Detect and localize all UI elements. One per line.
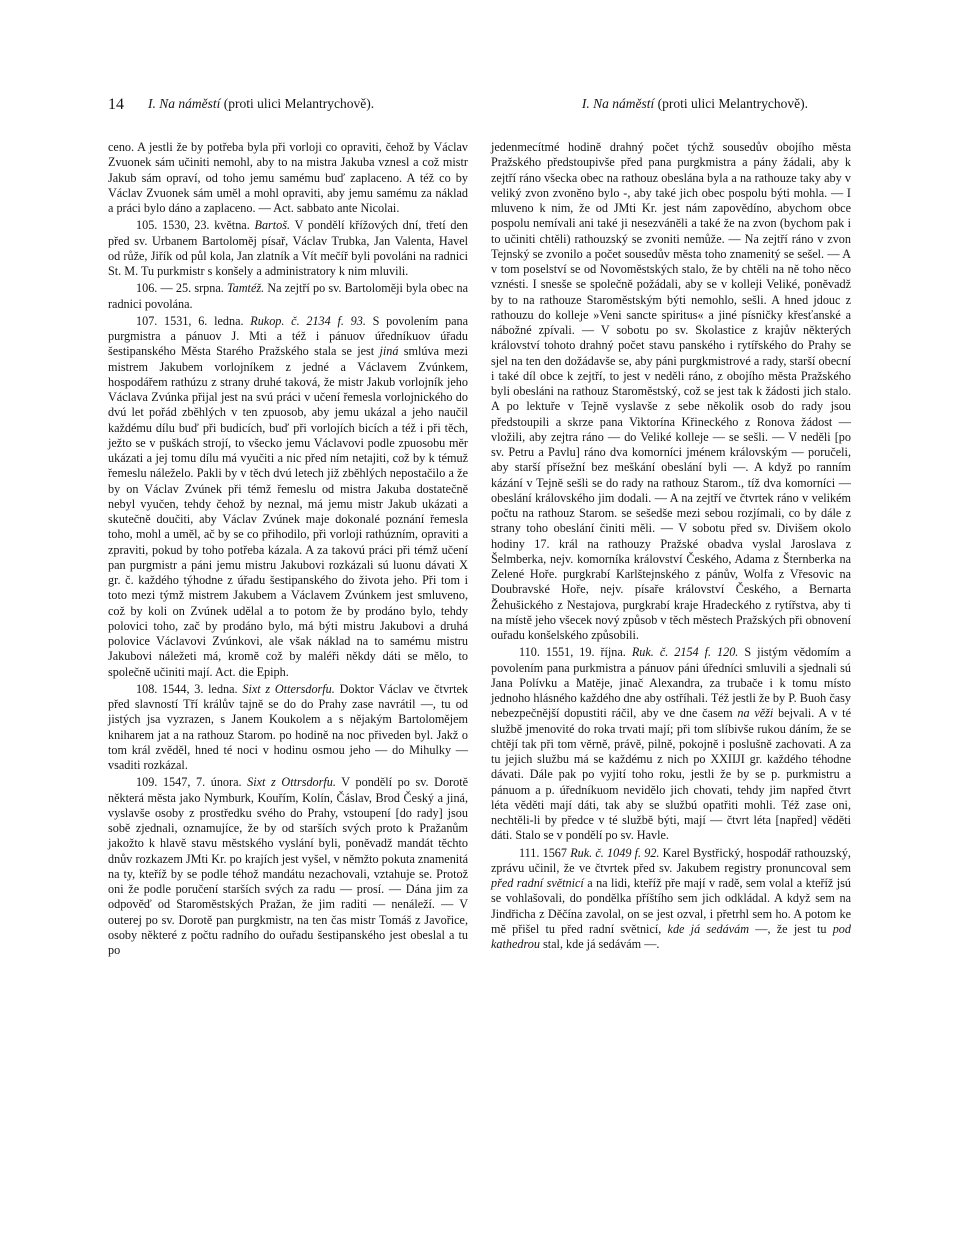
running-title-left-italic: I. Na náměstí — [148, 96, 221, 111]
running-title-right-rest: (proti ulici Melantrychově). — [654, 96, 808, 111]
entry-111-text-d: stal, kde já sedávám —. — [539, 937, 660, 951]
left-column — [108, 140, 468, 958]
running-title-right — [582, 96, 808, 112]
right-column — [491, 140, 851, 952]
page-header — [0, 96, 960, 118]
entry-106-source: Tamtéž. — [227, 281, 265, 296]
entry-111-text-c: —, že jest tu — [749, 921, 833, 936]
entry-110-emphasis: na věži — [737, 706, 774, 721]
entry-109-source: Sixt z Ottrsdorfu. — [247, 775, 336, 790]
entry-111-emphasis-b: kde já sedávám — [667, 921, 750, 936]
entry-108-text: Doktor Václav ve čtvrtek před slavností Tří králův tajně se do do Prahy zase navrátil —, tu od jistých jsa vyzrazen, s Janem Koukolem a s nějakým Bartolomějem kniharem jat a na rathouz Starom. po hodině na noc přiveden byl. Jakž o tom král zvěděl, hned té noci v hodinu osmou jeho — do Mihulky — vsaditi rozkázal. — [108, 681, 468, 772]
entry-109-continuation: jedenmecítmé hodině drahný počet týchž sousedův obojího města Pražského předstoupivše před pana purgkmistra a pány žádali, aby k zejtří ráno všecka obec na rathouz obeslána byla a na rathouze taky aby v veliký zvon zvoněno bylo -, aby také jich obec pospolu býti mohla. — I mluveno k nim, že od JMti Kr. jest nám zapovědíno, abychom obce pospolu nemívali ani také ji nesezváněli a také že na zvon (bychom pak i to učiniti chtěli) rathouzský se zvoniti nemůže. — Na zejtří ráno v zvon Tejnský se zvonilo a počet sousedův města toho znamenitý se sešel. — A v tom poselství se od Novoměstských stalo, že by chtěli na ně toho něco vznésti. I snesše se společně požádali, aby se v kolleji Veliké, poněvadž by to na rathouze Staroměstským býti nemohlo, sešli. A hned jdouc z rathouzu do kolleje »Veni sancte spiritus« a jiné písničky křesťanské a nábožné zpívali. — V sobotu po sv. Skolastice z krajův některých království tohoto drahný počet stavu panského i rytířského do Prahy se sjel na ten den dožádavše se, aby páni purgkmistrové a rady, starší obecní i také díl obce k zejtří, to jest v neděli ráno, z obojího města Pražského byli obesláni na rathouz Staroměstský, což se jest tak k žádosti jich stalo. A po lektuře v Tejně vyslavše z sebe několik osob do rady jsou předstoupili a skrze pana Viktorína Křineckého z Ronova žádost — vložili, aby zejtra ráno — do Veliké kolleje — se sešli. — V neděli [po sv. Petru a Pavlu] ráno dva komorníci jménem královským — poručeli, aby starší přísežní bez meškání obeslání byli —. A když po ranním kázání v Tejně sešli se do rady na rathouz Starom., tíž dva komorníci — obeslání královského jim dodali. — A na zejtří ve čtvrtek ráno v velikém počtu na rathouz Starom. se sešedše mezi sebou rozjímali, co by dále z strany toho obeslání činiti měli. — V sobotu před sv. Divišem okolo hodiny 17. král na rathouzy Pražské obadva vyslal Jaroslava z Šelmberka, nejv. komorníka království Českého, Adama z Šternberka na Zelené Hoře. purgkrabí Karlštejnského z pánův, Wolfa z Vřesovic na Doubravské Hoře, nejv. písaře království Českého, a Bernarta Žehušického z Nestajova, purgkrabí kraje Hradeckého z rytířstva, aby ti na místě jeho všecek nový způsob v těch městech Pražských při obnovení ouřadu konšelského způsobili. — [491, 140, 851, 642]
entry-108 — [108, 682, 468, 774]
entry-107-text-b: smlúva mezi mistrem Jakubem vorlojníkem z jedné a Václavem Zvúnkem, hospodářem rathúzu z strany druhé taková, že mistr Jakub vorlojník jeho Václava Zvúnka přijal jest na svú práci v učení řemesla vorlojnického do dvú let pořád zběhlých v ten zpuosob, aby jemu ukázal a jeho naučil každému dílu buď při budicích, buď při vorlojích bicích a též i při těch, ježto se v puškách strojí, to všecko jemu Václavovi podle zpuosobu měr ukázati a jej tomu dílu má vyučiti a nic před ním netajiti, což by k témuž řemeslu náleželo. Pakli by v těch dvú letech již zběhlých nepostačilo a že by on Václav Zvúnek při témž řemeslu od mistra Jakuba dostatečně nebyl vyučen, tehdy čehož by neznal, má jemu mistr Jakub ukázati a skutečně doučiti, aby Václav Zvúnek maje dokonalé poznání řemesla toho, mohl a uměl, ač by se co přihodilo, při vorloji rathúzním, opraviti a zpraviti, pokud by toho potřeba kázala. A za takovú práci při témž učení pan purgmistr a páni jemu mistru Jakubovi rozkázali sú luonu dávati X gr. č. každého týhodne z úřadu šestipanského do života jeho. Při tom i toto mezi týmž mistrem Jakubem a Václavem Zvúnkem jest smluveno, což by koli on Zvúnek udělal a to potom že by prodáno bylo, tehdy polovici toho, zač by prodáno bylo, má býti mistru Jakubovi a druhá polovice Václavovi Zvúnkovi, ale však náklad na to samému mistru Jakubovi náležeti má, kromě což by maléři někdy dáti se mělo, to společně učiniti mají. Act. die Epiph. — [108, 344, 468, 679]
entry-105-heading: 105. 1530, 23. května. — [136, 218, 250, 233]
entry-107-emphasis: jiná — [379, 344, 399, 359]
entry-111 — [491, 846, 851, 953]
entry-110-text-a: S jistým vědomím a povolením pana purkmistra a pánuov páni úředníci smluvili a sjednali sú Jana Polívku a Matěje, jinač Alexandra, za trubače i k tomu místo jednoho hlásného každého dne aby ostříhali. Též jestli že by P. Buoh časy nebezpečnější dopustiti ráčil, aby ve dne časem — [491, 645, 851, 721]
entry-111-emphasis-a: před radní světnicí — [491, 876, 584, 890]
continued-paragraph: ceno. A jestli že by potřeba byla při vorloji co opraviti, čehož by Václav Zvuonek sám učiniti nemohl, aby to na mistra Jakuba vznesl a což mistr Jakub sám opraví, od toho jemu samému buď zaplaceno. A též co by Václav Zvuonek sám uměl a mohl opraviti, aby jemu samému za náklad a práci bylo dáno a zaplaceno. — Act. sabbato ante Nicolai. — [108, 140, 468, 215]
entry-110 — [491, 645, 851, 843]
entry-107-source: Rukop. č. 2134 f. 93. — [250, 313, 366, 328]
entry-110-source: Ruk. č. 2154 f. 120. — [631, 645, 739, 660]
entry-111-heading: 111. 1567 — [519, 845, 567, 860]
entry-107-heading: 107. 1531, 6. ledna. — [136, 313, 244, 328]
entry-109-text: V pondělí po sv. Dorotě některá města jako Nymburk, Kouřím, Kolín, Čáslav, Brod Český a jiná, vyslavše osoby z prostředku svého do Prahy, vstoupení [do rady] jsou sobě zjednali, oznamujíce, že by od starších svých proto k Pražanům jakožto k hlavě stavu městského vyslání byli, poněvadž mandát těchto dnův rozkazem JMti Kr. po krajích jest vyšel, v němžto pokuta znamenitá na ty, kteříž by se podle téhož mandátu nezachovali, vztahuje se. Protož oni že podle poručení starších svých za radu — prosí. — Dána jim za odpověď od Staroměstských Pražan, že jim raditi — nenáleží. — V outerej po sv. Dorotě pan purgkmistr, na ten čas mistr Tomáš z Javořice, osoby některé z počtu radního do ouřadu šestipanského jest obeslal a tu po — [108, 775, 469, 957]
running-title-left — [148, 96, 374, 112]
entry-107 — [108, 314, 468, 680]
page-number: 14 — [108, 96, 124, 113]
entry-111-emphasis-c: pod kathedrou — [491, 921, 851, 951]
entry-105-source: Bartoš. — [254, 218, 291, 233]
entry-110-heading: 110. 1551, 19. října. — [519, 645, 626, 660]
entry-105-text: V pondělí křížových dní, třetí den před sv. Urbanem Bartoloměj písař, Václav Trubka, Jan Valenta, Havel od růže, Jiřík od půl kola, Jan zlatník a Vít mečíř byli povoláni na radnici St. M. Tu purkmistr s konšely a administratory k nim mluvili. — [108, 218, 468, 278]
entry-106 — [108, 281, 468, 312]
entry-105 — [108, 218, 468, 279]
entry-110-text-b: bejvali. A v té službě jmenovité do roka trvati mají; při tom slíbivše rukou dáním, že se chtějí tak při tom věrně, právě, pilně, pokojně i poslušně zachovati. A za tu jejich službu má se každému z nich po XXIIJI gr. každého téhodne dávati. Dále pak po vyjití toho roku, jestli že by se p. purkmistru a pánuom a p. úředníkuom nevidělo jich chovati, tehdy jim napřed čtvrt léta věděti mají dáti, tak aby se službú opatřiti mohli. Též zase oni, nechtěli-li by předce v té službě býti, mají — čtvrt léta [napřed] věděti dáti. Stalo se v pondělí po sv. Havle. — [491, 706, 851, 843]
entry-111-text-b: a na lidi, kteříž pře mají v radě, sem volal a kteříž jsú se vohlašovali, do pondělka příštího sem jich odkládal. A když sem na Jindřicha z Děčína zavolal, on se jest ozval, i přetrhl sem ho. A potom ke mě přišel tu před radní světnicí, — [491, 876, 851, 936]
entry-106-text: Na zejtří po sv. Bartoloměji byla obec na radnici povolána. — [108, 281, 468, 311]
entry-106-heading: 106. — 25. srpna. — [136, 281, 224, 296]
entry-111-source: Ruk. č. 1049 f. 92. — [570, 845, 660, 860]
entry-107-text-a: S povolením pana purgmistra a pánuov J. Mti a též i pánuov úředníkuov úřadu šestipanského Města Starého Pražského stala se jest — [108, 313, 468, 359]
entry-108-source: Sixt z Ottersdorfu. — [242, 681, 335, 696]
entry-109 — [108, 775, 468, 958]
running-title-right-italic: I. Na náměstí — [581, 96, 655, 111]
running-title-left-rest: (proti ulici Melantrychově). — [220, 96, 375, 111]
entry-111-text-a: Karel Bystřický, hospodář rathouzský, zprávu učinil, že ve čtvrtek před sv. Jakubem registry pronuncoval sem — [491, 845, 851, 875]
entry-109-heading: 109. 1547, 7. února. — [136, 775, 242, 790]
entry-108-heading: 108. 1544, 3. ledna. — [136, 681, 238, 696]
